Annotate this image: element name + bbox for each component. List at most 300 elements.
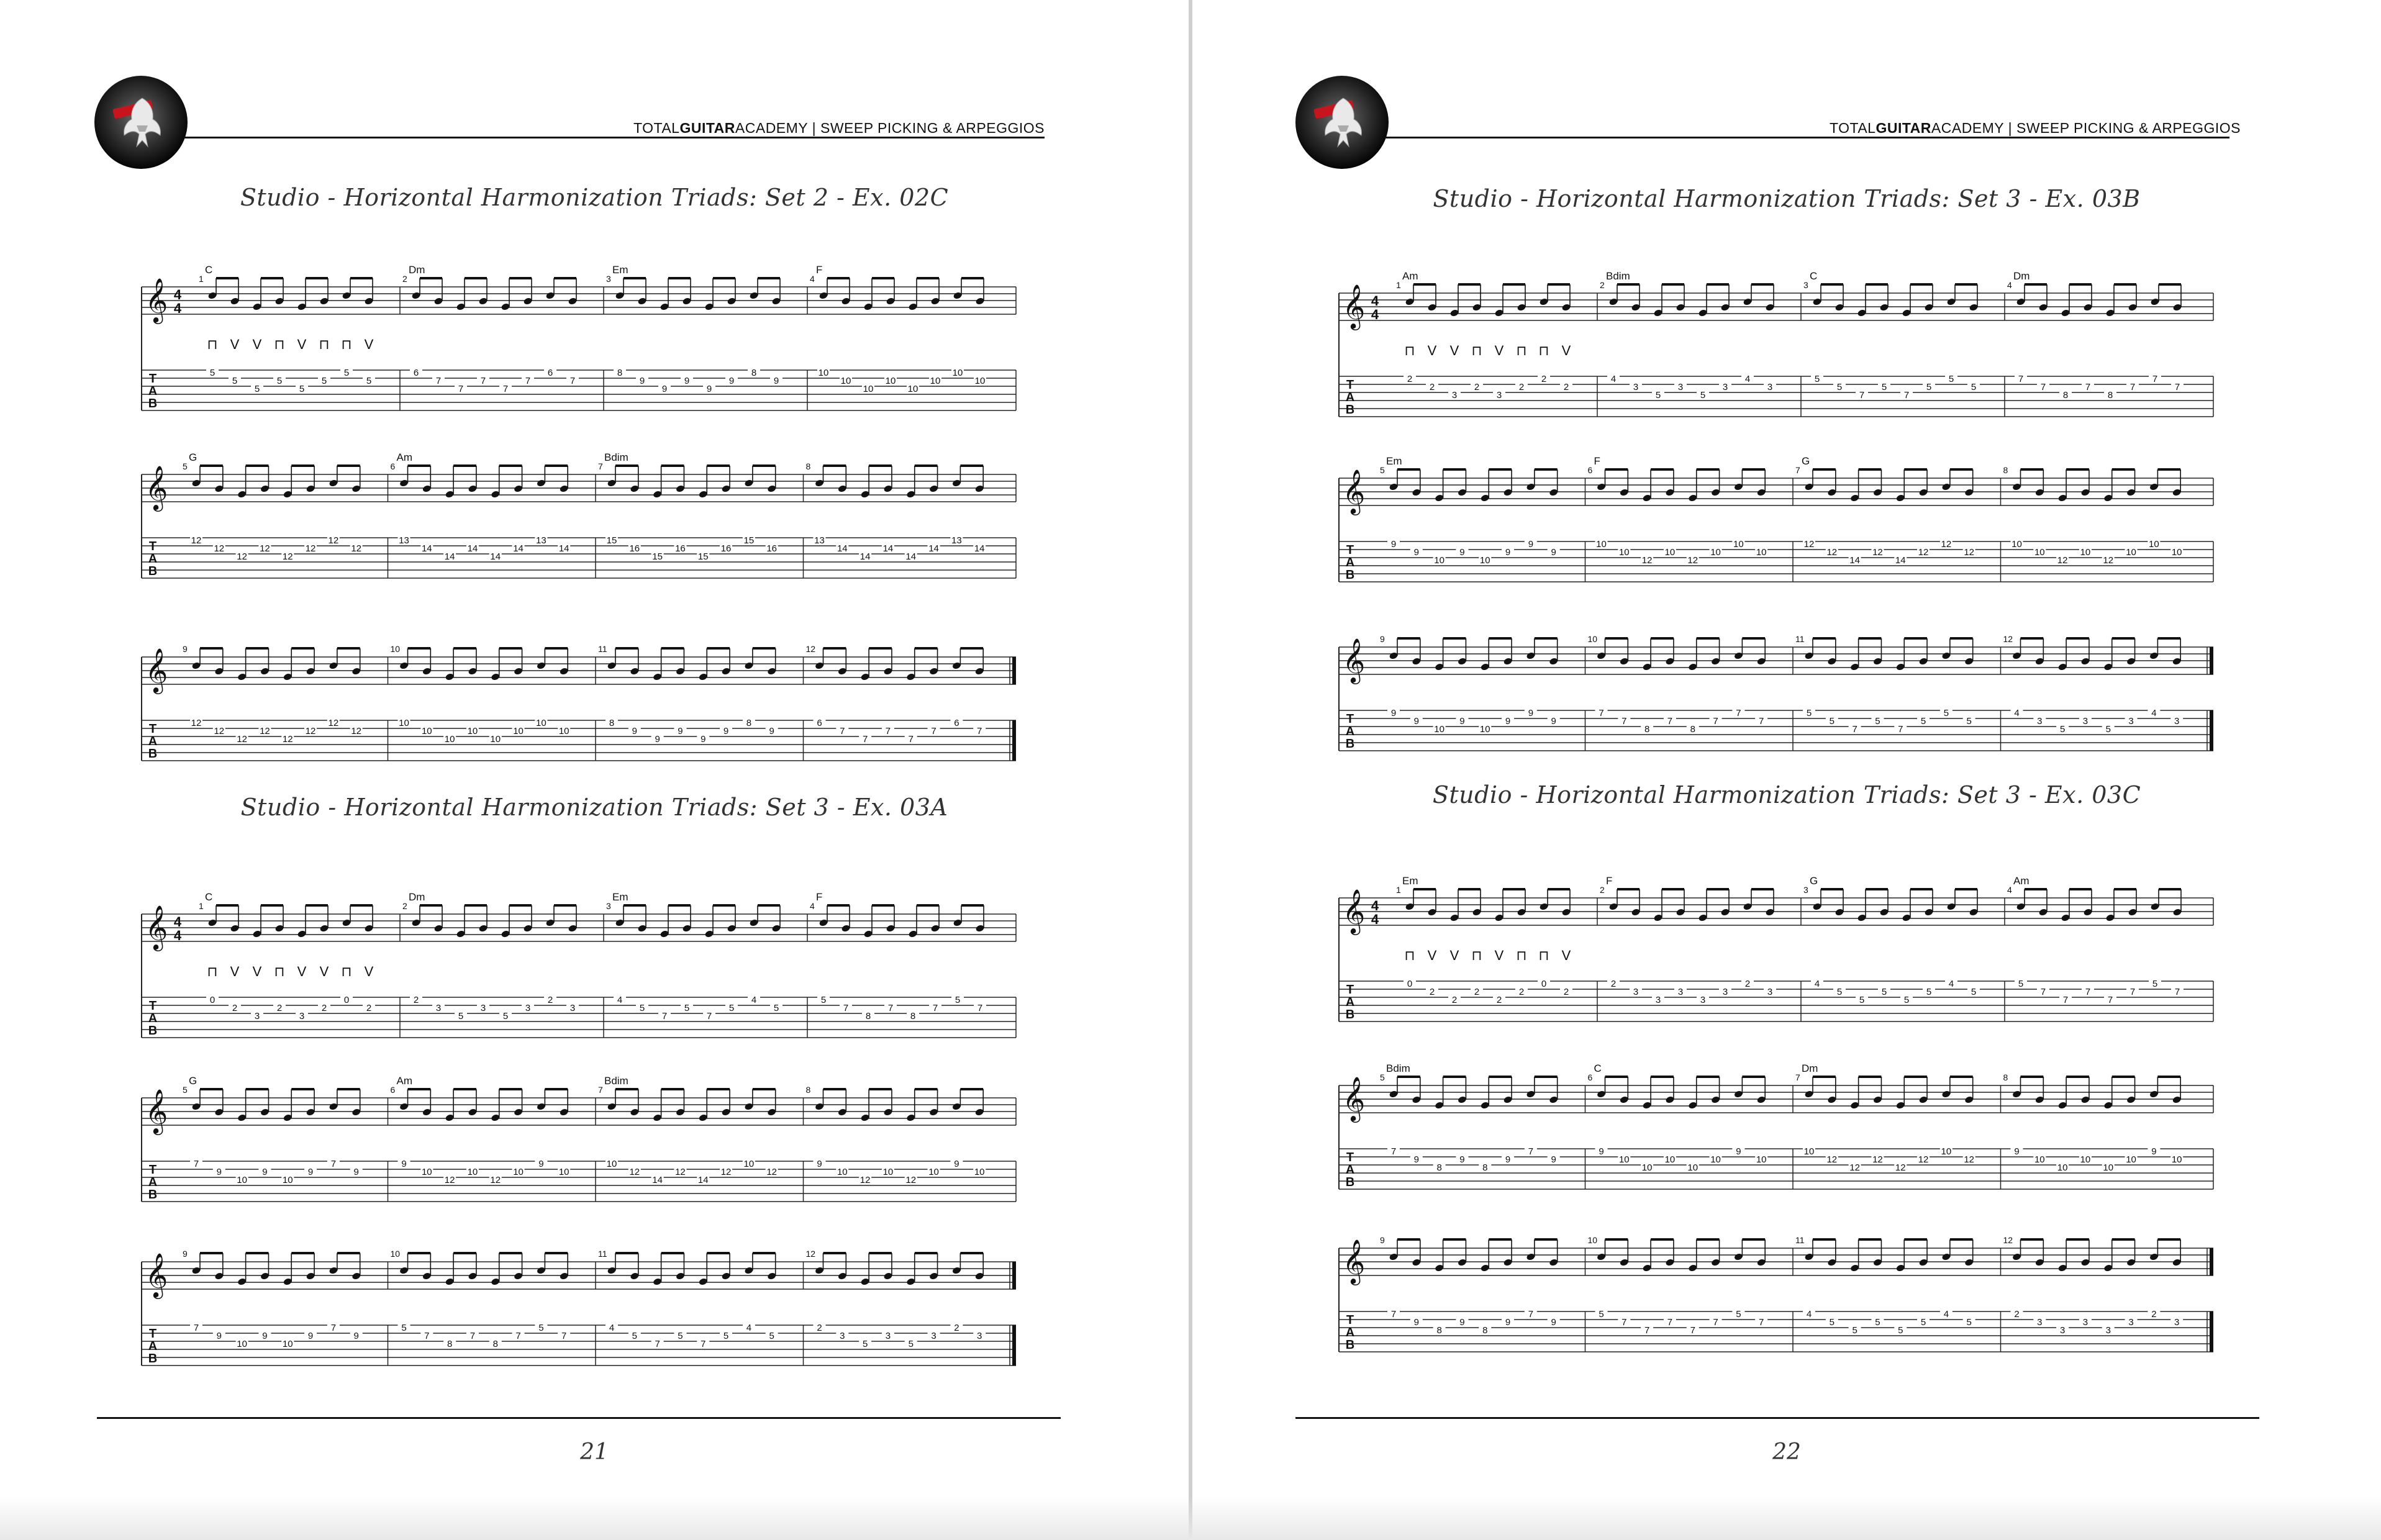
page-21: [0, 0, 1189, 1540]
tab-fret-number: 7: [525, 376, 531, 386]
tab-fret-number: 12: [191, 535, 202, 546]
tab-fret-number: 8: [865, 1011, 871, 1021]
tab-fret-number: 10: [863, 384, 874, 394]
tab-fret-number: 5: [955, 995, 961, 1005]
tab-fret-number: 3: [299, 1011, 305, 1021]
tab-fret-number: 7: [2040, 987, 2046, 997]
tab-fret-number: 9: [639, 376, 645, 386]
tab-fret-number: 2: [2151, 1309, 2157, 1320]
tab-fret-number: 7: [1759, 716, 1764, 727]
upstroke-icon: V: [1561, 948, 1571, 963]
tab-fret-number: 8: [1436, 1162, 1442, 1173]
tab-fret-number: 5: [1966, 716, 1972, 727]
brand-header: TOTALGUITARACADEMY | SWEEP PICKING & ARPEGGIOS: [1829, 120, 2241, 136]
tab-clef-letter: B: [1345, 737, 1355, 751]
tab-fret-number: 7: [1898, 724, 1903, 735]
tab-fret-number: 3: [1633, 987, 1639, 997]
measure-number: 4: [2007, 280, 2012, 290]
measure-number: 6: [390, 1085, 396, 1095]
tab-clef-letter: B: [1345, 1338, 1355, 1352]
tab-fret-number: 10: [606, 1159, 617, 1169]
tab-fret-number: 8: [609, 718, 615, 728]
tab-fret-number: 14: [928, 543, 939, 554]
measure-number: 3: [1803, 885, 1808, 895]
chord-symbol: Dm: [1802, 1062, 1818, 1074]
tab-fret-number: 10: [558, 1167, 569, 1177]
chord-symbol: Dm: [2013, 270, 2030, 282]
tab-fret-number: 9: [1528, 539, 1534, 550]
tab-fret-number: 5: [209, 368, 215, 378]
tab-fret-number: 7: [1528, 1309, 1534, 1320]
tab-fret-number: 5: [1829, 1317, 1835, 1328]
tab-fret-number: 14: [652, 1175, 663, 1185]
tab-fret-number: 7: [2129, 987, 2136, 997]
notation-system: [1335, 1220, 2217, 1375]
tab-fret-number: 2: [817, 1323, 822, 1333]
tab-fret-number: 10: [974, 1167, 985, 1177]
downstroke-icon: ⊓: [274, 337, 285, 352]
footer-rule: [1295, 1417, 2259, 1419]
tab-fret-number: 12: [351, 726, 362, 736]
tab-fret-number: 10: [1618, 547, 1630, 558]
tab-fret-number: 12: [1849, 1162, 1860, 1173]
academy-logo: [1295, 76, 1389, 169]
tab-fret-number: 12: [260, 543, 270, 554]
chord-symbol: Am: [396, 451, 412, 463]
tab-fret-number: 15: [606, 535, 617, 546]
tab-fret-number: 2: [1429, 987, 1435, 997]
tab-fret-number: 5: [1836, 987, 1843, 997]
downstroke-icon: ⊓: [1538, 948, 1549, 963]
chord-symbol: C: [1810, 270, 1818, 282]
tab-fret-number: 12: [237, 551, 247, 562]
tab-clef-letter: A: [1345, 725, 1355, 738]
tab-fret-number: 10: [536, 718, 546, 728]
measure-number: 8: [2003, 465, 2008, 475]
tab-fret-number: 5: [232, 376, 238, 386]
time-signature-bottom: 4: [173, 301, 182, 316]
tab-fret-number: 10: [282, 1175, 293, 1185]
measure-number: 11: [1795, 1235, 1805, 1245]
chord-symbol: Dm: [409, 891, 425, 903]
tab-fret-number: 3: [1496, 390, 1502, 401]
tab-clef-letter: A: [1345, 391, 1355, 404]
notation-system: [138, 1069, 1020, 1225]
tab-fret-number: 14: [1895, 555, 1906, 566]
tab-fret-number: 4: [1948, 979, 1954, 989]
tab-fret-number: 9: [262, 1331, 268, 1341]
tab-fret-number: 12: [1641, 555, 1653, 566]
tab-fret-number: 2: [1451, 995, 1458, 1005]
tab-fret-number: 10: [2171, 547, 2182, 558]
tab-fret-number: 5: [1898, 1325, 1903, 1336]
tab-clef-letter: T: [148, 722, 157, 736]
tab-fret-number: 3: [1451, 390, 1458, 401]
chord-symbol: C: [205, 264, 213, 276]
tab-fret-number: 8: [1436, 1325, 1442, 1336]
tab-fret-number: 7: [840, 726, 845, 736]
tab-fret-number: 7: [458, 384, 464, 394]
time-signature-top: 4: [173, 287, 182, 302]
tab-fret-number: 12: [859, 1175, 871, 1185]
time-signature-bottom: 4: [1371, 912, 1379, 927]
downstroke-icon: ⊓: [207, 337, 218, 352]
tab-fret-number: 10: [2080, 547, 2091, 558]
tab-fret-number: 7: [2085, 382, 2091, 392]
tab-fret-number: 10: [421, 1167, 432, 1177]
tab-fret-number: 10: [1756, 547, 1767, 558]
tab-fret-number: 9: [1459, 547, 1465, 558]
tab-clef-letter: T: [1346, 712, 1354, 726]
measure-number: 8: [805, 461, 811, 471]
tab-fret-number: 5: [1859, 995, 1865, 1005]
tab-clef-letter: A: [1345, 1326, 1355, 1339]
tab-fret-number: 5: [321, 376, 327, 386]
tab-clef-letter: A: [148, 1175, 158, 1189]
chord-symbol: C: [205, 891, 213, 903]
tab-fret-number: 10: [882, 1167, 894, 1177]
notation-system: [1335, 869, 2217, 1031]
tab-fret-number: 5: [1881, 382, 1887, 392]
tab-fret-number: 15: [652, 551, 663, 562]
treble-clef-icon: 𝄞: [1342, 470, 1366, 513]
tab-fret-number: 9: [728, 376, 735, 386]
tab-fret-number: 10: [1756, 1154, 1767, 1165]
tab-fret-number: 7: [706, 1011, 712, 1021]
eagle-icon: [118, 94, 166, 149]
tab-clef-letter: B: [1345, 568, 1355, 582]
upstroke-icon: V: [252, 964, 262, 979]
tab-fret-number: 16: [720, 543, 732, 554]
tab-fret-number: 6: [413, 368, 419, 378]
tab-fret-number: 5: [1736, 1309, 1741, 1320]
tab-fret-number: 8: [2107, 390, 2113, 401]
measure-number: 10: [390, 644, 401, 654]
tab-fret-number: 8: [751, 368, 757, 378]
tab-fret-number: 9: [1459, 716, 1465, 727]
tab-fret-number: 5: [1806, 708, 1812, 718]
tab-fret-number: 12: [214, 543, 225, 554]
tab-fret-number: 9: [1390, 539, 1397, 550]
tab-fret-number: 9: [1505, 1317, 1511, 1328]
tab-fret-number: 10: [840, 376, 851, 386]
tab-fret-number: 5: [458, 1011, 464, 1021]
tab-fret-number: 16: [675, 543, 686, 554]
tab-clef-letter: A: [148, 384, 158, 398]
tab-fret-number: 2: [366, 1003, 372, 1013]
tab-fret-number: 5: [1829, 716, 1835, 727]
tab-fret-number: 9: [1551, 716, 1556, 727]
tab-clef-letter: B: [1345, 1175, 1355, 1189]
tab-fret-number: 10: [2103, 1162, 2114, 1173]
tab-fret-number: 10: [1803, 1146, 1815, 1157]
tab-fret-number: 5: [728, 1003, 735, 1013]
tab-fret-number: 10: [974, 376, 986, 386]
upstroke-icon: V: [230, 964, 240, 979]
tab-fret-number: 5: [723, 1331, 729, 1341]
measure-number: 5: [1380, 1072, 1385, 1082]
tab-fret-number: 10: [467, 726, 478, 736]
tab-fret-number: 12: [1872, 547, 1883, 558]
treble-clef-icon: 𝄞: [1342, 1077, 1366, 1120]
tab-fret-number: 7: [887, 1003, 894, 1013]
tab-fret-number: 7: [2174, 382, 2180, 392]
tab-fret-number: 9: [954, 1159, 959, 1169]
tab-fret-number: 5: [2152, 979, 2158, 989]
tab-fret-number: 13: [536, 535, 546, 546]
tab-fret-number: 10: [1479, 724, 1490, 735]
tab-fret-number: 10: [1733, 539, 1744, 550]
downstroke-icon: ⊓: [1404, 948, 1415, 963]
tab-fret-number: 9: [1551, 547, 1556, 558]
tab-fret-number: 8: [1690, 724, 1695, 735]
upstroke-icon: V: [297, 964, 307, 979]
tab-fret-number: 9: [773, 376, 779, 386]
tab-fret-number: 4: [609, 1323, 615, 1333]
tab-fret-number: 4: [751, 995, 757, 1005]
notation-system: [138, 886, 1020, 1047]
page-number: 22: [1772, 1439, 1801, 1465]
measure-number: 6: [1587, 1072, 1593, 1082]
tab-fret-number: 12: [2057, 555, 2068, 566]
tab-fret-number: 7: [193, 1323, 199, 1333]
tab-fret-number: 7: [1713, 1317, 1718, 1328]
tab-fret-number: 7: [1859, 390, 1865, 401]
brand-header: TOTALGUITARACADEMY | SWEEP PICKING & ARPEGGIOS: [633, 120, 1045, 136]
tab-fret-number: 2: [1496, 995, 1502, 1005]
tab-fret-number: 4: [1610, 374, 1617, 384]
tab-fret-number: 4: [617, 995, 623, 1005]
upstroke-icon: V: [1494, 343, 1504, 358]
tab-fret-number: 14: [837, 543, 848, 554]
tab-fret-number: 2: [1563, 987, 1569, 997]
chord-symbol: Em: [612, 264, 628, 276]
tab-fret-number: 7: [862, 734, 868, 745]
tab-fret-number: 10: [1434, 555, 1444, 566]
measure-number: 10: [390, 1249, 401, 1259]
measure-number: 2: [402, 901, 407, 911]
chord-symbol: Am: [396, 1075, 412, 1087]
upstroke-icon: V: [364, 964, 374, 979]
tab-fret-number: 7: [885, 726, 891, 736]
tab-fret-number: 0: [209, 995, 215, 1005]
tab-clef-letter: B: [1345, 403, 1355, 417]
measure-number: 10: [1587, 1235, 1598, 1245]
tab-fret-number: 5: [1881, 987, 1887, 997]
page-shadow: [0, 1497, 2381, 1540]
tab-fret-number: 10: [2171, 1154, 2182, 1165]
measure-number: 7: [598, 461, 603, 471]
tab-fret-number: 9: [1551, 1154, 1556, 1165]
tab-clef-letter: T: [148, 372, 157, 386]
tab-fret-number: 9: [216, 1331, 222, 1341]
tab-fret-number: 12: [1687, 555, 1698, 566]
tab-fret-number: 10: [421, 726, 432, 736]
measure-number: 2: [1600, 885, 1605, 895]
tab-fret-number: 9: [401, 1159, 407, 1169]
tab-fret-number: 3: [254, 1011, 260, 1021]
tab-fret-number: 6: [547, 368, 553, 378]
tab-fret-number: 7: [424, 1331, 430, 1341]
tab-fret-number: 7: [701, 1339, 706, 1349]
tab-clef-letter: A: [148, 552, 158, 566]
tab-fret-number: 5: [908, 1339, 914, 1349]
section-title: Studio - Horizontal Harmonization Triads: Set 3 - Ex. 03B: [1433, 185, 2141, 212]
tab-fret-number: 2: [276, 1003, 283, 1013]
tab-fret-number: 9: [769, 726, 774, 736]
tab-fret-number: 8: [2062, 390, 2069, 401]
tab-fret-number: 5: [684, 1003, 690, 1013]
tab-fret-number: 7: [2152, 374, 2158, 384]
tab-fret-number: 5: [639, 1003, 645, 1013]
tab-fret-number: 10: [2057, 1162, 2068, 1173]
tab-clef-letter: T: [1346, 378, 1354, 392]
chord-symbol: Bdim: [1386, 1062, 1410, 1074]
tab-fret-number: 3: [435, 1003, 442, 1013]
measure-number: 5: [183, 461, 188, 471]
tab-fret-number: 7: [1736, 708, 1741, 718]
tab-fret-number: 3: [1722, 987, 1728, 997]
tab-fret-number: 7: [2107, 995, 2113, 1005]
treble-clef-icon: 𝄞: [145, 1090, 168, 1133]
tab-clef-letter: T: [1346, 1313, 1354, 1327]
tab-fret-number: 5: [1875, 1317, 1880, 1328]
tab-clef-letter: T: [1346, 1151, 1354, 1164]
downstroke-icon: ⊓: [274, 964, 285, 979]
measure-number: 3: [606, 274, 611, 284]
tab-clef-letter: B: [148, 564, 158, 578]
tab-fret-number: 12: [214, 726, 225, 736]
measure-number: 9: [1380, 1235, 1385, 1245]
tab-fret-number: 9: [1505, 716, 1511, 727]
tab-fret-number: 9: [307, 1167, 314, 1177]
tab-fret-number: 3: [1767, 382, 1773, 392]
chord-symbol: Dm: [409, 264, 425, 276]
tab-fret-number: 7: [1713, 716, 1718, 727]
downstroke-icon: ⊓: [207, 964, 218, 979]
tab-fret-number: 7: [1621, 1317, 1627, 1328]
measure-number: 6: [390, 461, 396, 471]
tab-fret-number: 12: [490, 1175, 501, 1185]
tab-fret-number: 9: [1551, 1317, 1556, 1328]
notation-system: [1335, 265, 2217, 426]
tab-fret-number: 14: [974, 543, 985, 554]
measure-number: 11: [1795, 634, 1805, 644]
tab-fret-number: 9: [723, 726, 729, 736]
upstroke-icon: V: [1427, 343, 1437, 358]
tab-fret-number: 5: [299, 384, 305, 394]
tab-fret-number: 4: [2014, 708, 2020, 718]
tab-fret-number: 12: [766, 1167, 778, 1177]
treble-clef-icon: 𝄞: [145, 1254, 168, 1297]
tab-fret-number: 5: [1948, 374, 1954, 384]
tab-fret-number: 10: [885, 376, 896, 386]
header-rule: [1385, 137, 2229, 138]
tab-fret-number: 7: [1621, 716, 1627, 727]
upstroke-icon: V: [1427, 948, 1437, 963]
tab-fret-number: 12: [1918, 1154, 1929, 1165]
measure-number: 1: [199, 274, 204, 284]
tab-fret-number: 2: [1610, 979, 1617, 989]
tab-fret-number: 5: [1926, 382, 1932, 392]
treble-clef-icon: 𝄞: [1342, 890, 1366, 933]
tab-fret-number: 7: [2062, 995, 2069, 1005]
tab-fret-number: 2: [321, 1003, 327, 1013]
tab-fret-number: 5: [1971, 987, 1977, 997]
downstroke-icon: ⊓: [1471, 343, 1482, 358]
notation-system: [1335, 450, 2217, 605]
tab-fret-number: 3: [2174, 716, 2180, 727]
tab-fret-number: 10: [399, 718, 409, 728]
tab-fret-number: 14: [444, 551, 455, 562]
tab-fret-number: 12: [282, 734, 293, 745]
tab-fret-number: 6: [954, 718, 959, 728]
tab-fret-number: 5: [1655, 390, 1661, 401]
upstroke-icon: V: [1561, 343, 1571, 358]
measure-number: 4: [810, 901, 815, 911]
notation-system: [1335, 618, 2217, 774]
measure-number: 5: [183, 1085, 188, 1095]
tab-fret-number: 2: [547, 995, 553, 1005]
tab-fret-number: 10: [2126, 547, 2136, 558]
tab-fret-number: 10: [513, 1167, 524, 1177]
tab-fret-number: 7: [1667, 716, 1673, 727]
tab-fret-number: 5: [276, 376, 283, 386]
tab-clef-letter: B: [148, 1024, 158, 1038]
tab-fret-number: 10: [1710, 547, 1721, 558]
tab-fret-number: 5: [2105, 724, 2111, 735]
tab-clef-letter: T: [148, 999, 157, 1013]
tab-fret-number: 10: [2149, 539, 2159, 550]
tab-fret-number: 2: [1563, 382, 1569, 392]
tab-fret-number: 10: [513, 726, 524, 736]
tab-fret-number: 3: [1767, 987, 1773, 997]
measure-number: 3: [606, 901, 611, 911]
tab-fret-number: 9: [1599, 1146, 1604, 1157]
chord-symbol: Em: [612, 891, 628, 903]
tab-fret-number: 7: [2085, 987, 2091, 997]
measure-number: 4: [810, 274, 815, 284]
tab-fret-number: 10: [2080, 1154, 2091, 1165]
tab-fret-number: 12: [629, 1167, 640, 1177]
tab-fret-number: 10: [743, 1159, 755, 1169]
tab-fret-number: 7: [561, 1331, 567, 1341]
tab-fret-number: 10: [818, 368, 829, 378]
tab-fret-number: 14: [513, 543, 524, 554]
tab-fret-number: 12: [675, 1167, 686, 1177]
measure-number: 9: [183, 1249, 188, 1259]
tab-fret-number: 2: [232, 1003, 238, 1013]
tab-fret-number: 5: [1920, 716, 1926, 727]
tab-fret-number: 10: [1479, 555, 1490, 566]
tab-fret-number: 2: [954, 1323, 959, 1333]
tab-fret-number: 9: [655, 734, 660, 745]
tab-fret-number: 9: [1413, 716, 1419, 727]
downstroke-icon: ⊓: [1516, 948, 1527, 963]
upstroke-icon: V: [319, 964, 329, 979]
measure-number: 8: [805, 1085, 811, 1095]
tab-fret-number: 13: [814, 535, 825, 546]
tab-fret-number: 12: [282, 551, 293, 562]
section-title: Studio - Horizontal Harmonization Triads: Set 2 - Ex. 02C: [240, 184, 949, 211]
upstroke-icon: V: [230, 337, 240, 352]
tab-fret-number: 7: [569, 376, 576, 386]
tab-fret-number: 7: [2174, 987, 2180, 997]
measure-number: 2: [402, 274, 407, 284]
tab-fret-number: 9: [1459, 1317, 1465, 1328]
chord-symbol: Bdim: [604, 1075, 628, 1087]
tab-fret-number: 5: [538, 1323, 544, 1333]
